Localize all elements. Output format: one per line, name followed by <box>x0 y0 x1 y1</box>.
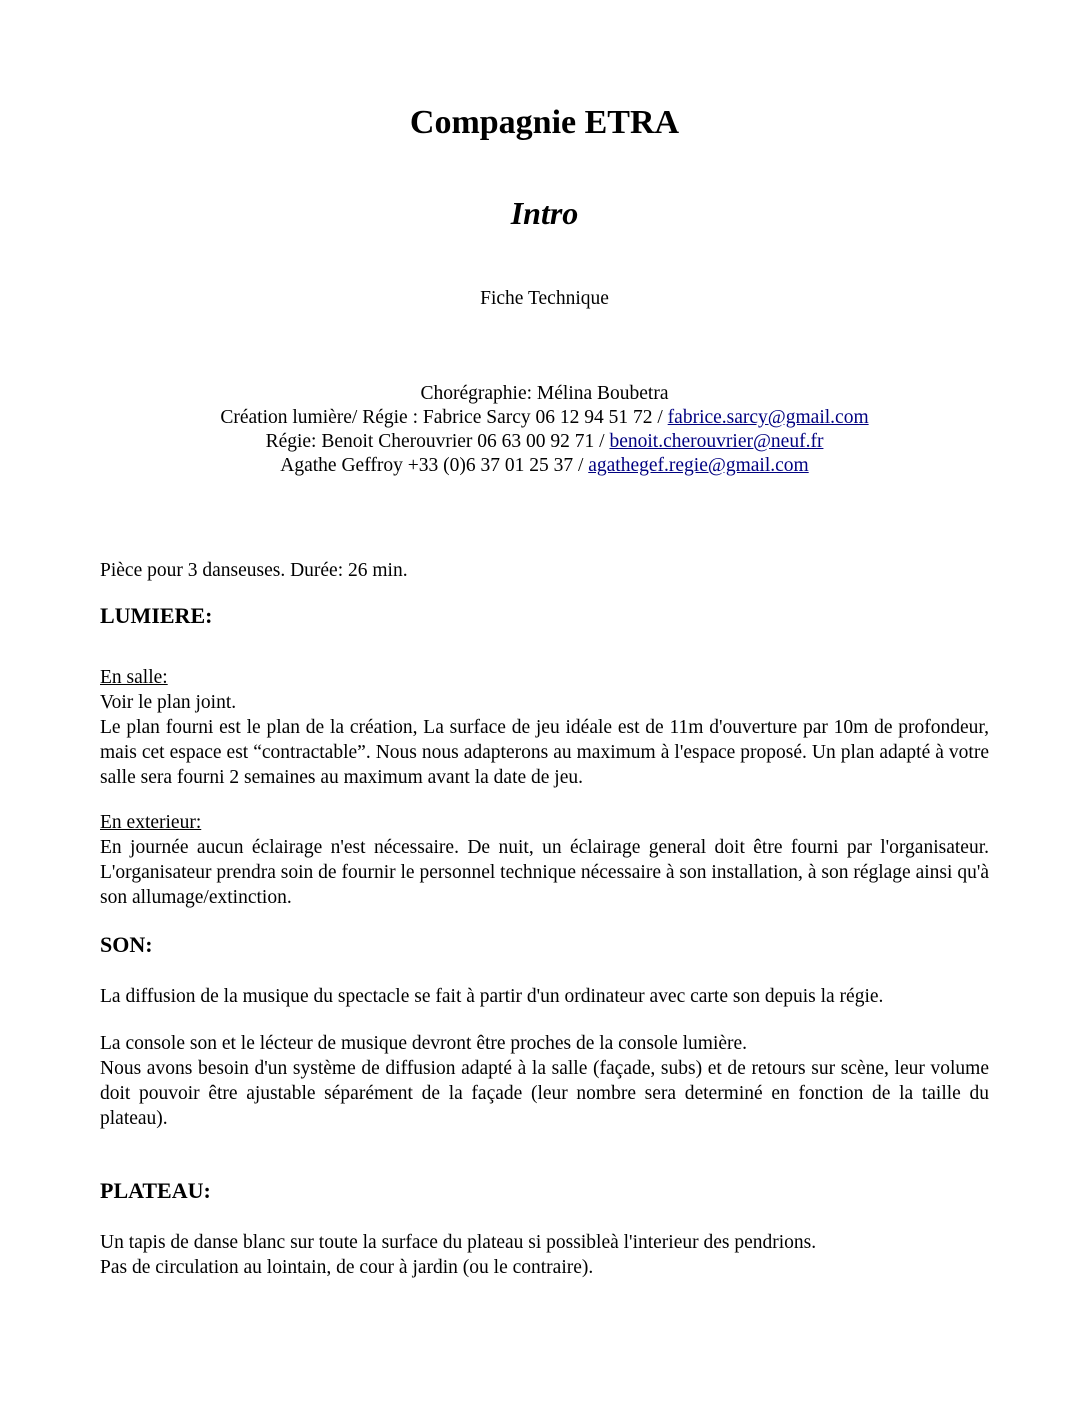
credit-line-light-design <box>100 406 989 430</box>
credit-text-light-design: Création lumière/ Régie : Fabrice Sarcy 06 12 94 51 72 / <box>220 406 668 428</box>
section-heading-lumiere: LUMIERE: <box>100 602 213 628</box>
plateau-line-circulation: Pas de circulation au lointain, de cour à jardin (ou le contraire). <box>100 1256 594 1278</box>
son-paragraph-diffusion: La diffusion de la musique du spectacle se fait à partir d'un ordinateur avec carte son depuis la régie. <box>100 985 884 1007</box>
email-link-fabrice-sarcy[interactable]: fabrice.sarcy@gmail.com <box>667 406 869 428</box>
doc-type-label: Fiche Technique <box>480 287 609 309</box>
en-exterieur-paragraph: En journée aucun éclairage n'est nécessaire. De nuit, un éclairage general doit être fourni par l'organisateur. L'organisateur prendra soin de fournir le personnel technique nécessaire à son installation, à son réglage ainsi qu'à son allumage/extinction. <box>100 836 989 908</box>
section-heading-plateau: PLATEAU: <box>100 1177 211 1203</box>
plateau-paragraph <box>100 1230 989 1280</box>
son-line-diffusion-system: Nous avons besoin d'un système de diffusion adapté à la salle (façade, subs) et de retours sur scène, leur volume doit pouvoir être ajustable séparément de la façade (leur nombre sera determiné en fonction de la taille du plateau). <box>100 1057 989 1129</box>
en-salle-block <box>100 665 989 790</box>
page-title: Compagnie ETRA <box>409 104 680 141</box>
credit-text-regie: Régie: Benoit Cherouvrier 06 63 00 92 71 / <box>265 430 610 452</box>
son-line-console: La console son et le lécteur de musique devront être proches de la console lumière. <box>100 1032 748 1054</box>
en-exterieur-label: En exterieur: <box>100 811 202 833</box>
en-salle-label: En salle: <box>100 666 168 688</box>
plan-note: Voir le plan joint. <box>100 691 237 713</box>
credit-text-agathe-geffroy: Agathe Geffroy +33 (0)6 37 01 25 37 / <box>280 454 589 476</box>
email-link-agathe-geffroy[interactable]: agathegef.regie@gmail.com <box>588 454 809 476</box>
piece-summary: Pièce pour 3 danseuses. Durée: 26 min. <box>100 559 408 581</box>
son-paragraph-console <box>100 1031 989 1131</box>
credit-line-agathe-geffroy <box>100 454 989 478</box>
credit-line-regie <box>100 430 989 454</box>
en-exterieur-block <box>100 810 989 910</box>
piece-title: Intro <box>510 195 579 232</box>
credits-block <box>100 382 989 478</box>
credit-line-choreography: Chorégraphie: Mélina Boubetra <box>420 382 669 404</box>
section-heading-son: SON: <box>100 931 153 957</box>
email-link-benoit-cherouvrier[interactable]: benoit.cherouvrier@neuf.fr <box>609 430 824 452</box>
en-salle-paragraph: Le plan fourni est le plan de la création, La surface de jeu idéale est de 11m d'ouverture par 10m de profondeur, mais cet espace est “contractable”. Nous nous adapterons au maximum à l'espace proposé. Un plan adapté à votre salle sera fourni 2 semaines au maximum avant la date de jeu. <box>100 716 989 788</box>
plateau-line-tapis: Un tapis de danse blanc sur toute la surface du plateau si possibleà l'interieur des pendrions. <box>100 1231 817 1253</box>
